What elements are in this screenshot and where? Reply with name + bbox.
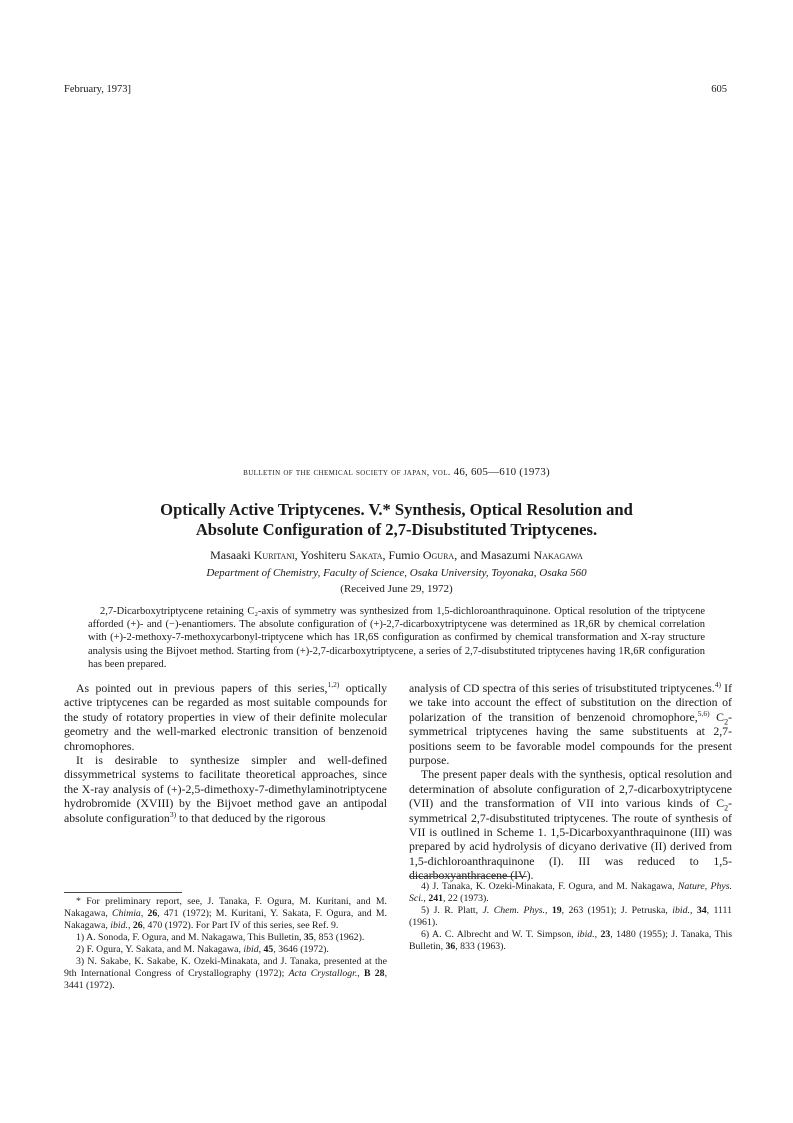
author-first: Yoshiteru: [300, 548, 347, 562]
title-line-2: Absolute Configuration of 2,7-Disubstituted Triptycenes.: [195, 520, 598, 539]
footnote: * For preliminary report, see, J. Tanaka, F. Ogura, M. Kuritani, and M. Nakagawa, Chimia, 26, 471 (1972); M. Kuritani, Y. Sakata, F. Ogura, and M. Nakagawa, ibid., 26, 470 (1972). For Part IV of this series, see Ref. 9.: [64, 896, 387, 931]
citation-ref: 5,6): [697, 708, 710, 718]
body-paragraph: As pointed out in previous papers of this series,$^{1,2)}$ optically active triptycenes can be regarded as most suitable compounds for the study of rotatory properties in view of their definite molecular geometry and the well-marked electronic transition of benzenoid chromophores.: [64, 680, 388, 753]
body-paragraph: It is desirable to synthesize simpler and well-defined dissymmetrical systems to facilitate theoretical approaches, since the X-ray analysis of (+)-2,5-dimethoxy-7-dimethylaminotriptycene hydrobromide (XVIII) by the Bijvoet method gave an antipodal absolute configuration$^{3)}$ to that deduced by the rigorous: [64, 753, 387, 825]
journal-citation: [0, 466, 793, 478]
author-first: Masaaki: [210, 548, 251, 562]
running-head-left: February, 1973]: [64, 84, 131, 95]
affiliation: Department of Chemistry, Faculty of Science, Osaka University, Toyonaka, Osaka 560: [206, 567, 587, 579]
reference: 3) N. Sakabe, K. Sakabe, K. Ozeki-Minakata, and J. Tanaka, presented at the 9th International Congress of Crystallography (1972); Acta Crystallogr., B 28, 3441 (1972).: [64, 956, 388, 991]
reference: 6) A. C. Albrecht and W. T. Simpson, ibid., 23, 1480 (1955); J. Tanaka, This Bulletin, 36, 833 (1963).: [409, 929, 733, 952]
reference: 2) F. Ogura, Y. Sakata, and M. Nakagawa, ibid, 45, 3646 (1972).: [76, 944, 329, 955]
title-line-1: Optically Active Triptycenes. V.* Synthesis, Optical Resolution and: [160, 500, 633, 519]
journal-name: bulletin of the chemical society of japan, vol.: [243, 468, 451, 478]
reference: 5) J. R. Platt, J. Chem. Phys., 19, 263 (1951); J. Petruska, ibid., 34, 1111 (1961).: [409, 905, 732, 928]
citation-ref: 4): [714, 680, 721, 690]
citation-ref: 1,2): [327, 680, 340, 690]
body-paragraph: analysis of CD spectra of this series of trisubstituted triptycenes.$^{4)}$ If we take into account the effect of substitution on the direction of polarization of the transition of benzenoid chromophore,$^{5,6)}$ $C_2$-symmetrical triptycenes having the same substituents at 2,7-positions seem to be favorable model compounds for the present purpose.: [409, 680, 732, 768]
reference: 1) A. Sonoda, F. Ogura, and M. Nakagawa, This Bulletin, 35, 853 (1962).: [76, 932, 365, 943]
author-list: Masaaki Kuritani, Yoshiteru Sakata, Fumio Ogura, and Masazumi Nakagawa: [210, 548, 583, 562]
footnotes-left: [64, 896, 387, 992]
author-last: Sakata: [349, 548, 383, 562]
body-column-left: [64, 681, 387, 825]
page-number: 605: [711, 84, 727, 95]
received-date: (Received June 29, 1972): [340, 583, 453, 595]
article-title: [60, 500, 733, 540]
author-first: Fumio: [388, 548, 420, 562]
author-first: Masazumi: [480, 548, 531, 562]
body-column-right: [409, 681, 732, 883]
journal-volume-pages: 46, 605—610 (1973): [453, 466, 550, 478]
author-last: Nakagawa: [533, 548, 583, 562]
footnote-rule: [409, 876, 527, 877]
footnote-rule: [64, 892, 182, 893]
abstract: 2,7-Dicarboxytriptycene retaining C₂-axis of symmetry was synthesized from 1,5-dichloroanthraquinone. Optical resolution of the triptycene afforded (+)- and (−)-enantiomers. The absolute configuration of (+)-2,7-dicarboxytriptycene was determined as 1R,6R by chemical correlation with (+)-2-methoxy-7-methoxycarbonyl-triptycene which has 1R,6S configuration as confirmed by chemical transformation and X-ray structure analysis using the Bijvoet method. Starting from (+)-2,7-dicarboxytriptycene, a series of 2,7-disubstituted triptycenes having 1R,6R configuration has been prepared.: [88, 606, 705, 670]
author-last: Ogura: [422, 548, 455, 562]
citation-ref: 3): [169, 809, 177, 819]
body-paragraph: The present paper deals with the synthesis, optical resolution and determination of absolute configuration of 2,7-dicarboxytriptycene (VII) and the transformation of VII into various kinds of $C_2$-symmetrical 2,7-disubstituted triptycenes. The route of synthesis of VII is outlined in Scheme 1. 1,5-Dicarboxyanthraquinone (III) was prepared by acid hydrolysis of dicyano derivative (II) derived from 1,5-dichloroanthraquinone (I). III was reduced to 1,5-dicarboxyanthracene (IV).: [409, 767, 732, 883]
footnotes-right: [409, 881, 732, 953]
reference: 4) J. Tanaka, K. Ozeki-Minakata, F. Ogura, and M. Nakagawa, Nature, Phys. Sci., 241, 22 (1973).: [409, 881, 732, 904]
author-last: Kuritani: [253, 548, 295, 562]
